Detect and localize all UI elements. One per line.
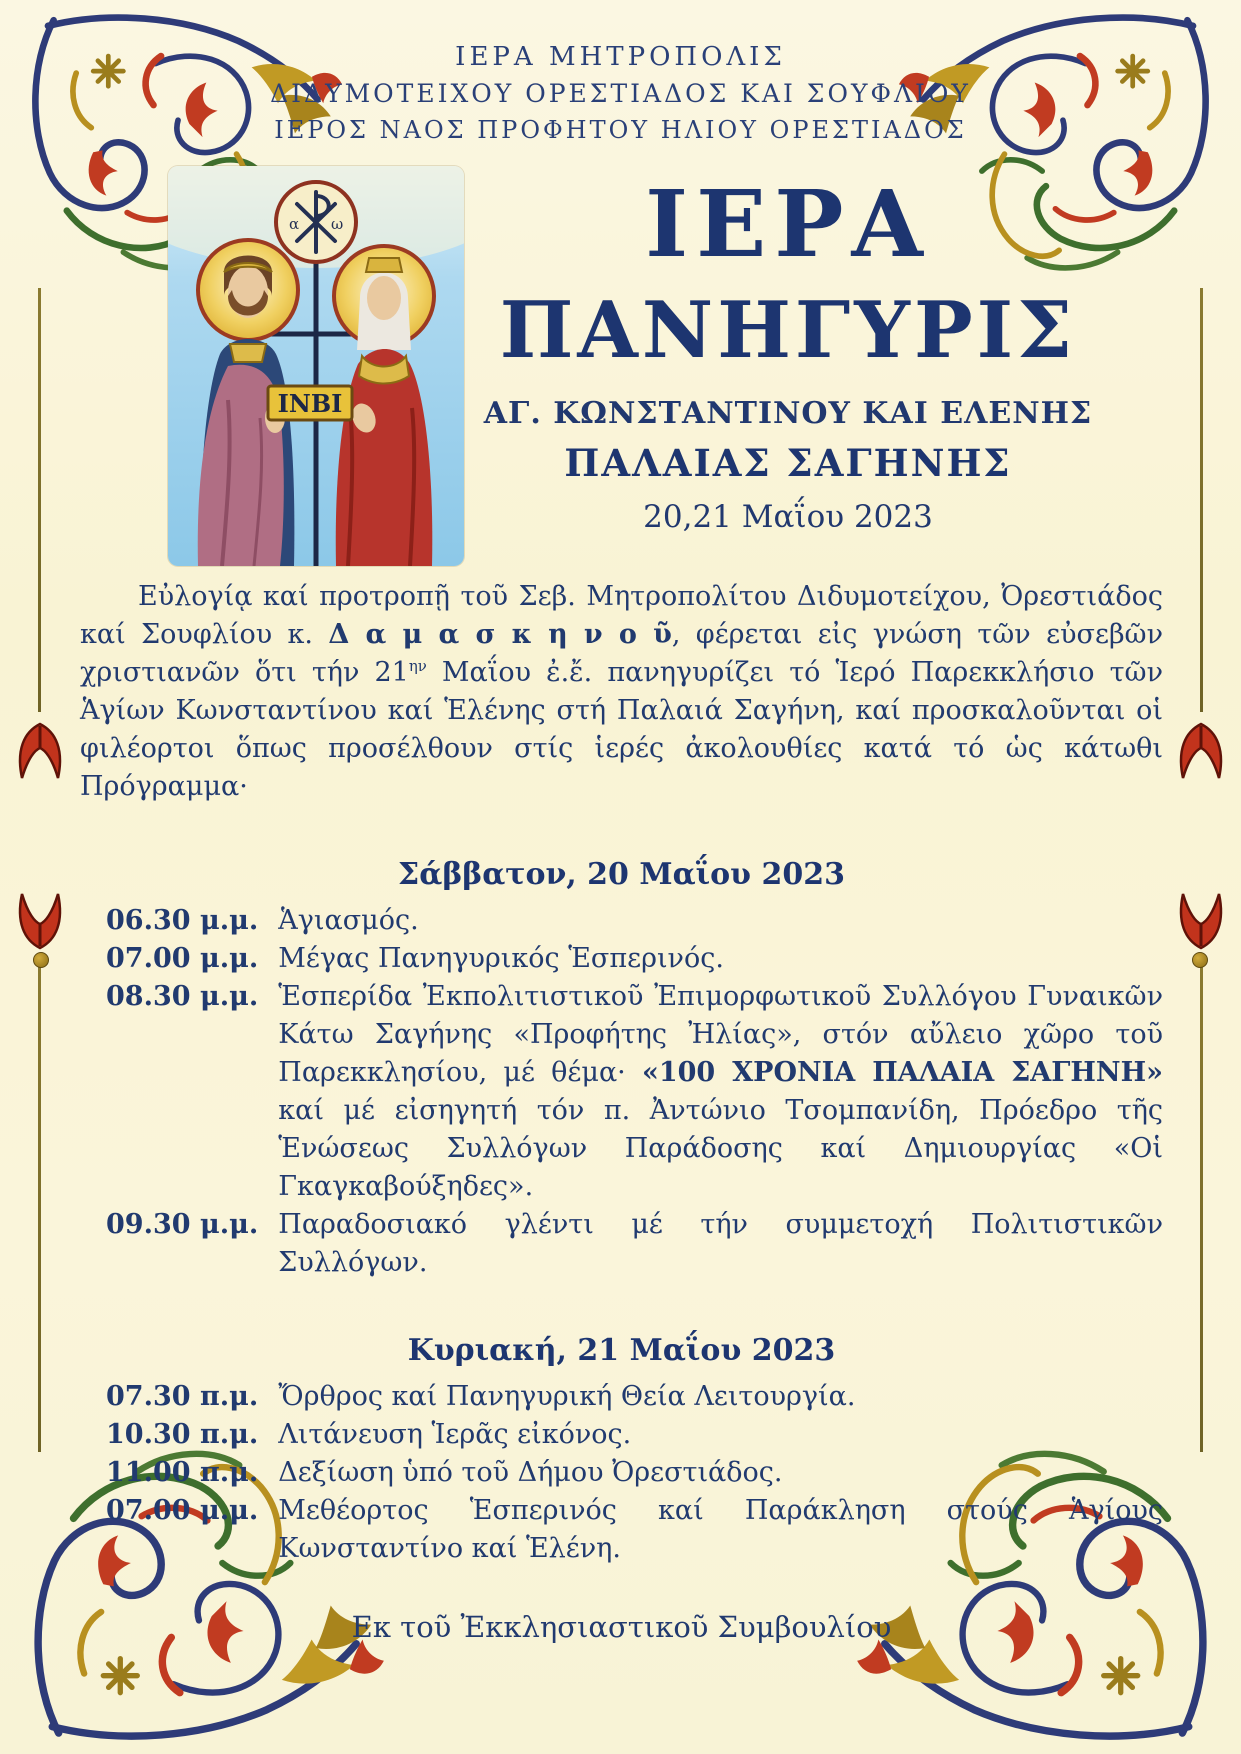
intro-text-3: Μαΐου ἐ.ἔ. πανηγυρίζει τό Ἱερό Παρεκκλήσιο τῶν Ἁγίων Κωνσταντίνου καί Ἑλένης στή Παλαιά Σαγήνη, καί προσκαλοῦνται οἱ φιλέορτοι ὅπως προσέλθουν στίς ἱερές ἀκολουθίες κατά τό ὡς κάτωθι Πρόγραμμα· — [80, 657, 1163, 802]
gold-dot-ornament — [33, 952, 49, 968]
red-tulip-icon — [14, 888, 66, 960]
schedule-time: 07.00 μ.μ. — [106, 1495, 259, 1526]
parish-name: ΙΕΡΟΣ ΝΑΟΣ ΠΡΟΦΗΤΟΥ ΗΛΙΟΥ ΟΡΕΣΤΙΑΔΟΣ — [274, 116, 967, 144]
chi-rho-medallion — [276, 182, 356, 262]
right-border-stem — [1200, 966, 1203, 1452]
schedule-row — [80, 902, 1163, 940]
sunday-schedule — [80, 1378, 1163, 1568]
poster-body — [80, 578, 1163, 1646]
metropolis-name: ΙΕΡΑ ΜΗΤΡΟΠΟΛΙΣ — [455, 42, 786, 72]
schedule-row — [80, 1206, 1163, 1282]
schedule-row — [80, 940, 1163, 978]
saints-icon-image — [168, 166, 464, 566]
schedule-row — [80, 1378, 1163, 1416]
red-fleuron-icon — [1175, 712, 1227, 784]
schedule-text: Ὄρθρος καί Πανηγυρική Θεία Λειτουργία. — [278, 1381, 856, 1412]
schedule-text: Λιτάνευση Ἱερᾶς εἰκόνος. — [278, 1419, 632, 1450]
schedule-row — [80, 1416, 1163, 1454]
schedule-row — [80, 1492, 1163, 1568]
title-block — [468, 170, 1108, 535]
schedule-time: 10.30 π.μ. — [106, 1419, 259, 1450]
poster-title-line2: ΠΑΝΗΓΥΡΙΣ — [499, 285, 1077, 376]
schedule-text: Ἁγιασμός. — [278, 905, 419, 936]
schedule-time: 06.30 μ.μ. — [106, 905, 259, 936]
schedule-text-part: καί μέ εἰσηγητή τόν π. Ἀντώνιο Τσομπανίδη, Πρόεδρο τῆς Ἑνώσεως Συλλόγων Παράδοσης καί Δημιουργίας «Οἱ Γκαγκαβούξηδες». — [278, 1095, 1163, 1202]
schedule-text — [278, 978, 1163, 1206]
intro-text-2: , φέρεται εἰς γνώση τῶν εὐσεβῶν χριστιανῶν ὅτι τήν 21 — [80, 619, 1163, 688]
schedule-time: 07.30 π.μ. — [106, 1381, 259, 1412]
schedule-row — [80, 978, 1163, 1206]
schedule-time: 07.00 μ.μ. — [106, 943, 259, 974]
intro-paragraph — [80, 578, 1163, 806]
left-border-stem — [38, 288, 41, 712]
red-fleuron-icon — [14, 712, 66, 784]
schedule-text-part: Ἑσπερίδα Ἐκπολιτιστικοῦ Ἐπιμορφωτικοῦ Συλλόγου Γυναικῶν Κάτω Σαγήνης «Προφήτης Ἠλίας», στόν αὔλειο χῶρο τοῦ Παρεκκλησίου, μέ θέμα· — [278, 981, 1163, 1088]
schedule-text: Παραδοσιακό γλέντι μέ τήν συμμετοχή Πολιτιστικῶν Συλλόγων. — [278, 1209, 1163, 1278]
plaque-text: ΙΝΒΙ — [277, 389, 343, 418]
left-border-stem — [38, 966, 41, 1452]
schedule-text: Μέγας Πανηγυρικός Ἑσπερινός. — [278, 943, 724, 974]
gold-dot-ornament — [1192, 952, 1208, 968]
schedule-time: 11.00 π.μ. — [106, 1457, 259, 1488]
metropolitan-name: Δ α μ α σ κ η ν ο ῦ — [328, 619, 672, 650]
saints-subtitle: ΑΓ. ΚΩΝΣΤΑΝΤΙΝΟΥ ΚΑΙ ΕΛΕΝΗΣ — [483, 396, 1093, 431]
church-header — [0, 42, 1241, 144]
location-subtitle: ΠΑΛΑΙΑΣ ΣΑΓΗΝΗΣ — [564, 441, 1012, 485]
schedule-text: Μεθέορτος Ἑσπερινός καί Παράκληση στούς Ἁγίους Κωνσταντίνο καί Ἑλένη. — [278, 1495, 1163, 1564]
saturday-schedule — [80, 902, 1163, 1282]
schedule-text: Δεξίωση ὑπό τοῦ Δήμου Ὀρεστιάδος. — [278, 1457, 783, 1488]
poster-title-line1: ΙΕΡΑ — [645, 170, 931, 278]
omega-letter: ω — [331, 215, 344, 233]
intro-text-1: Εὐλογίᾳ καί προτροπῇ τοῦ Σεβ. Μητροπολίτου Διδυμοτείχου, Ὀρεστιάδος καί Σουφλίου κ. — [80, 581, 1163, 650]
schedule-time: 08.30 μ.μ. — [106, 981, 259, 1012]
sunday-heading: Κυριακή, 21 Μαΐου 2023 — [407, 1333, 836, 1368]
anniversary-highlight: «100 ΧΡΟΝΙΑ ΠΑΛΑΙΑ ΣΑΓΗΝΗ» — [641, 1057, 1163, 1088]
alpha-letter: α — [289, 215, 300, 233]
cross-plaque — [268, 386, 352, 420]
metropolis-region: ΔΙΔΥΜΟΤΕΙΧΟΥ ΟΡΕΣΤΙΑΔΟΣ ΚΑΙ ΣΟΥΦΛΙΟΥ — [270, 79, 971, 108]
signature-line: Εκ τοῦ Ἐκκλησιαστικοῦ Συμβουλίου — [351, 1610, 892, 1644]
right-border-stem — [1200, 288, 1203, 712]
saints-constantine-helen-icon — [168, 166, 464, 566]
schedule-time: 09.30 μ.μ. — [106, 1209, 259, 1240]
schedule-row — [80, 1454, 1163, 1492]
red-tulip-icon — [1175, 888, 1227, 960]
ordinal-suffix: ην — [408, 657, 427, 675]
saturday-heading: Σάββατον, 20 Μαΐου 2023 — [398, 857, 845, 892]
festival-date: 20,21 Μαΐου 2023 — [643, 499, 933, 535]
